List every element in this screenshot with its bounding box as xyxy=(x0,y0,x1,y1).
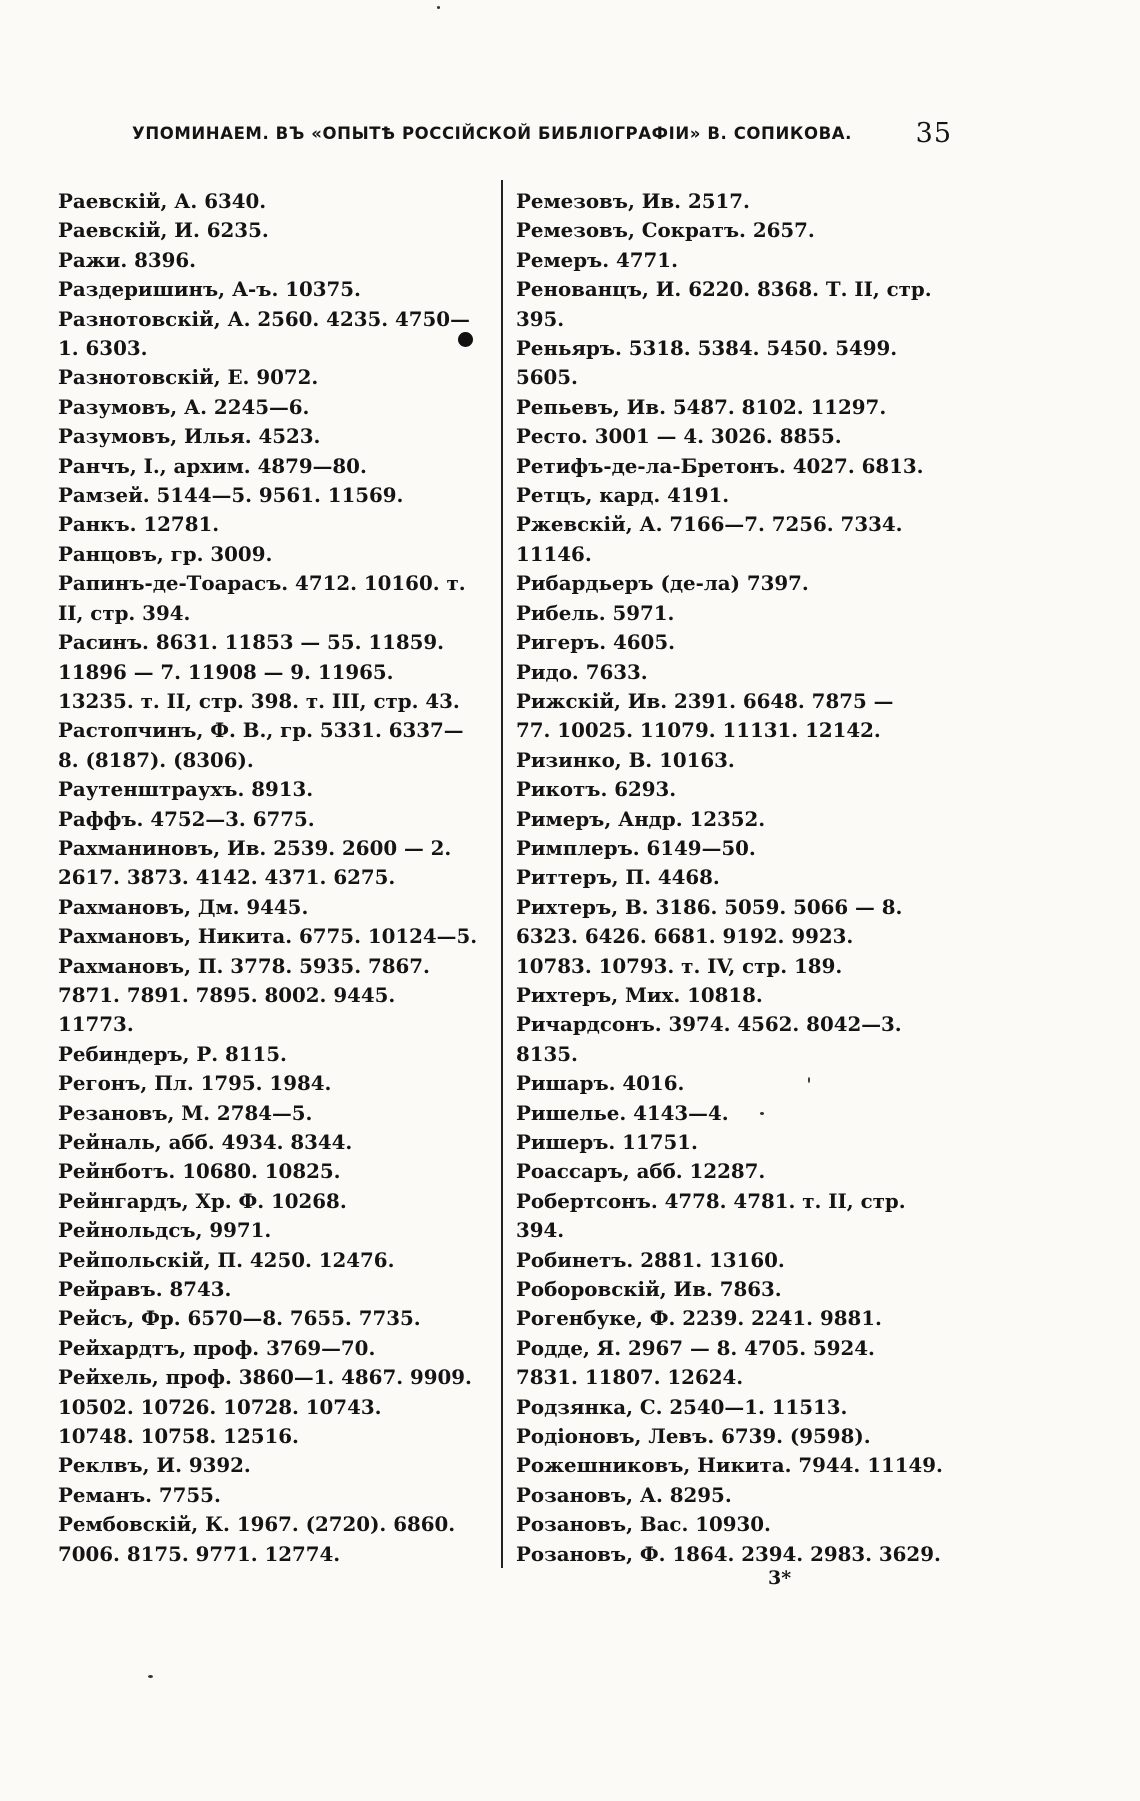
index-line: Ренованцъ, И. 6220. 8368. Т. II, стр. xyxy=(516,277,932,302)
running-header xyxy=(132,118,952,158)
index-line: Римеръ, Андр. 12352. xyxy=(516,806,766,831)
column-divider xyxy=(501,180,503,1568)
index-line: 395. xyxy=(516,306,565,331)
index-line: Ранкъ. 12781. xyxy=(58,512,220,537)
index-line: Риттеръ, П. 4468. xyxy=(516,865,720,890)
index-line: Реньяръ. 5318. 5384. 5450. 5499. xyxy=(516,336,898,361)
index-line: Розановъ, А. 8295. xyxy=(516,1482,732,1507)
index-line: Розановъ, Ф. 1864. 2394. 2983. 3629. xyxy=(516,1541,941,1566)
header-title: УПОМИНАЕМ. ВЪ «ОПЫТѢ РОССІЙСКОЙ БИБЛІОГРАФІИ» В. СОПИКОВА. xyxy=(132,124,853,143)
index-line: Ржевскій, А. 7166—7. 7256. 7334. xyxy=(516,512,903,537)
index-line: Ридо. 7633. xyxy=(516,659,648,684)
index-line: Рикотъ. 6293. xyxy=(516,777,677,802)
index-line: Разнотовскій, Е. 9072. xyxy=(58,365,319,390)
index-line: Раевскій, А. 6340. xyxy=(58,189,267,213)
index-line: Роборовскій, Ив. 7863. xyxy=(516,1277,782,1302)
index-line: Рембовскій, К. 1967. (2720). 6860. xyxy=(58,1512,456,1537)
index-line: Розановъ, Вас. 10930. xyxy=(516,1512,771,1537)
signature-mark: 3* xyxy=(768,1567,792,1589)
index-line: Разумовъ, Илья. 4523. xyxy=(58,424,321,449)
index-line: Римплеръ. 6149—50. xyxy=(516,835,756,860)
index-line: Ригеръ. 4605. xyxy=(516,630,675,655)
index-line: Ранцовъ, гр. 3009. xyxy=(58,541,273,566)
index-line: 7871. 7891. 7895. 8002. 9445. xyxy=(58,982,396,1007)
index-line: Ражи. 8396. xyxy=(58,247,197,272)
print-speck xyxy=(148,1675,153,1678)
index-line: Рапинъ-де-Тоарасъ. 4712. 10160. т. xyxy=(58,571,466,596)
index-line: Родде, Я. 2967 — 8. 4705. 5924. xyxy=(516,1335,875,1360)
index-line: Ришелье. 4143—4. xyxy=(516,1100,729,1125)
index-line: Родіоновъ, Левъ. 6739. (9598). xyxy=(516,1424,871,1449)
index-line: Раздеришинъ, А-ъ. 10375. xyxy=(58,277,361,302)
index-line: Реманъ. 7755. xyxy=(58,1482,221,1507)
index-line: Ришеръ. 11751. xyxy=(516,1130,698,1154)
index-line: 2617. 3873. 4142. 4371. 6275. xyxy=(58,865,396,890)
index-line: Ранчъ, І., архим. 4879—80. xyxy=(58,453,367,478)
index-line: Рижскій, Ив. 2391. 6648. 7875 — xyxy=(516,688,894,713)
index-line: Рейналь, абб. 4934. 8344. xyxy=(58,1130,353,1154)
index-line: 8. (8187). (8306). xyxy=(58,747,254,772)
index-line: Родзянка, С. 2540—1. 11513. xyxy=(516,1394,848,1419)
ink-blot xyxy=(458,332,473,347)
index-line: 1. 6303. xyxy=(58,336,148,361)
index-line: Ремезовъ, Ив. 2517. xyxy=(516,189,750,213)
index-line: Раффъ. 4752—3. 6775. xyxy=(58,806,315,831)
index-line: Рамзей. 5144—5. 9561. 11569. xyxy=(58,483,404,508)
index-line: 11146. xyxy=(516,541,592,566)
index-line: 10748. 10758. 12516. xyxy=(58,1424,299,1449)
print-speck xyxy=(437,6,440,9)
index-line: Рейнольдсъ, 9971. xyxy=(58,1218,272,1243)
index-line: Рейхардтъ, проф. 3769—70. xyxy=(58,1335,376,1360)
index-line: Ремеръ. 4771. xyxy=(516,247,678,272)
index-line: Раутенштраухъ. 8913. xyxy=(58,777,314,802)
index-line: Рейнботъ. 10680. 10825. xyxy=(58,1159,341,1184)
index-line: 77. 10025. 11079. 11131. 12142. xyxy=(516,718,881,743)
index-column-right xyxy=(516,187,956,1569)
index-line: Рахмановъ, П. 3778. 5935. 7867. xyxy=(58,953,430,978)
index-line: Ризинко, В. 10163. xyxy=(516,747,735,772)
index-line: 7006. 8175. 9771. 12774. xyxy=(58,1541,341,1566)
index-line: Раевскій, И. 6235. xyxy=(58,218,269,243)
index-line: Ретифъ-де-ла-Бретонъ. 4027. 6813. xyxy=(516,453,924,478)
index-line: 10783. 10793. т. IV, стр. 189. xyxy=(516,953,843,978)
index-line: Рахмановъ, Никита. 6775. 10124—5. xyxy=(58,924,478,949)
index-line: Рейсъ, Фр. 6570—8. 7655. 7735. xyxy=(58,1306,421,1331)
index-line: 6323. 6426. 6681. 9192. 9923. xyxy=(516,924,854,949)
index-column-left xyxy=(58,187,488,1569)
index-line: 13235. т. II, стр. 398. т. III, стр. 43. xyxy=(58,688,460,713)
index-line: Рогенбуке, Ф. 2239. 2241. 9881. xyxy=(516,1306,882,1331)
index-line: 11773. xyxy=(58,1012,134,1037)
index-line: Роассаръ, абб. 12287. xyxy=(516,1159,766,1184)
index-line: Растопчинъ, Ф. В., гр. 5331. 6337— xyxy=(58,718,464,743)
index-line: Расинъ. 8631. 11853 — 55. 11859. xyxy=(58,630,445,655)
index-line: Ремезовъ, Сократъ. 2657. xyxy=(516,218,815,243)
index-line: 7831. 11807. 12624. xyxy=(516,1365,744,1390)
index-line: 11896 — 7. 11908 — 9. 11965. xyxy=(58,659,394,684)
index-line: Рейнгардъ, Хр. Ф. 10268. xyxy=(58,1188,347,1213)
index-line: Рихтеръ, В. 3186. 5059. 5066 — 8. xyxy=(516,894,903,919)
print-speck xyxy=(808,1077,810,1083)
index-line: Разнотовскій, А. 2560. 4235. 4750— xyxy=(58,306,470,331)
index-line: Рахмановъ, Дм. 9445. xyxy=(58,894,309,919)
index-line: 8135. xyxy=(516,1041,578,1066)
index-line: Рожешниковъ, Никита. 7944. 11149. xyxy=(516,1453,943,1478)
index-line: Ричардсонъ. 3974. 4562. 8042—3. xyxy=(516,1012,902,1037)
index-line: Ребиндеръ, Р. 8115. xyxy=(58,1041,287,1066)
index-line: Рейпольскій, П. 4250. 12476. xyxy=(58,1247,395,1272)
page-number: 35 xyxy=(915,118,952,149)
index-line: Рейхель, проф. 3860—1. 4867. 9909. xyxy=(58,1365,472,1390)
index-line: Резановъ, М. 2784—5. xyxy=(58,1100,313,1125)
index-line: Рихтеръ, Мих. 10818. xyxy=(516,982,763,1007)
index-line: II, стр. 394. xyxy=(58,600,191,625)
index-line: Ришаръ. 4016. xyxy=(516,1071,685,1096)
index-line: Репьевъ, Ив. 5487. 8102. 11297. xyxy=(516,394,887,419)
index-line: Робинетъ. 2881. 13160. xyxy=(516,1247,785,1272)
index-line: Рибардьеръ (де-ла) 7397. xyxy=(516,571,809,596)
index-line: 10502. 10726. 10728. 10743. xyxy=(58,1394,382,1419)
index-line: Робертсонъ. 4778. 4781. т. II, стр. xyxy=(516,1188,906,1213)
index-line: Рахманиновъ, Ив. 2539. 2600 — 2. xyxy=(58,835,452,860)
index-line: 5605. xyxy=(516,365,578,390)
index-line: 394. xyxy=(516,1218,565,1243)
index-line: Рейравъ. 8743. xyxy=(58,1277,232,1302)
index-line: Разумовъ, А. 2245—6. xyxy=(58,394,310,419)
index-line: Ретцъ, кард. 4191. xyxy=(516,483,730,508)
index-line: Регонъ, Пл. 1795. 1984. xyxy=(58,1071,332,1096)
index-line: Ресто. 3001 — 4. 3026. 8855. xyxy=(516,424,842,449)
index-line: Реклвъ, И. 9392. xyxy=(58,1453,251,1478)
index-line: Рибель. 5971. xyxy=(516,600,675,625)
print-speck xyxy=(760,1112,764,1115)
